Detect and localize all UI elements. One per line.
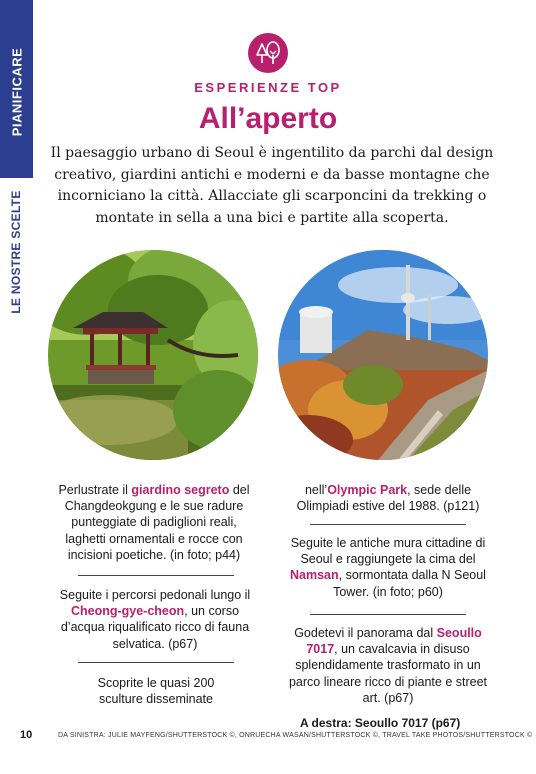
page-title: All’aperto bbox=[198, 102, 338, 135]
text-segment: , sormontata dalla N Seoul Tower. (in foto; p60) bbox=[333, 568, 486, 599]
text-segment: , sede delle Olimpiadi estive del 1988. (p121) bbox=[296, 483, 480, 514]
intro-paragraph: Il paesaggio urbano di Seoul è ingentilito da parchi dal design creativo, giardini antichi e moderni e da basse montagne che incorniciano la città. Allacciate gli scarponcini da trekking o montate in sella a una bici e partite alla scoperta. bbox=[50, 145, 494, 226]
divider bbox=[78, 662, 234, 663]
namsan-text bbox=[288, 535, 488, 600]
divider bbox=[310, 614, 466, 615]
divider bbox=[310, 524, 466, 525]
text-segment: , un corso d’acqua riqualificato ricco di fauna selvatica. (p67) bbox=[60, 604, 250, 651]
text-segment: Seguite i percorsi pedonali lungo il bbox=[59, 588, 251, 602]
text-segment: Godetevi il panorama dal bbox=[294, 626, 437, 640]
olympic-park-highlight: Olympic Park bbox=[327, 483, 408, 497]
namsan-highlight: Namsan bbox=[290, 568, 339, 583]
cheonggyecheon-text bbox=[55, 587, 255, 652]
secret-garden-photo bbox=[48, 250, 258, 460]
seoullo-text bbox=[283, 625, 493, 706]
seoullo-highlight: Seoullo 7017 bbox=[306, 626, 482, 657]
text-segment: , un cavalcavia in disuso splendidamente trasformato in un parco lineare ricco di piante e street art. (p67) bbox=[288, 642, 488, 705]
sculptures-text: Scoprite le quasi 200 sculture disseminate bbox=[97, 676, 215, 707]
text-segment: del Changdeokgung e le sue radure punteggiate di padiglioni reali, laghetti ornamentali e rocce con incisioni poetiche. (in foto; p44) bbox=[64, 483, 250, 562]
secret-garden-text bbox=[50, 482, 258, 563]
namsan-tower-photo bbox=[278, 250, 488, 460]
divider bbox=[78, 575, 234, 576]
trees-icon bbox=[248, 33, 288, 73]
secret-garden-highlight: giardino segreto bbox=[131, 483, 230, 497]
text-segment: nell’ bbox=[304, 483, 328, 497]
photo-caption: A destra: Seoullo 7017 (p67) bbox=[300, 716, 461, 730]
text-segment: Seguite le antiche mura cittadine di Seoul e raggiungete la cima del bbox=[290, 536, 486, 567]
olympic-park-text bbox=[295, 482, 481, 514]
sidebar-tabs bbox=[0, 0, 33, 330]
cheonggyecheon-highlight: Cheong-gye-cheon bbox=[70, 604, 185, 619]
section-kicker: ESPERIENZE TOP bbox=[194, 80, 342, 95]
page-number: 10 bbox=[20, 729, 33, 741]
subsection-tab-label: LE NOSTRE SCELTE bbox=[9, 190, 23, 314]
text-segment: Perlustrate il bbox=[58, 483, 132, 497]
photo-credits: DA SINISTRA: JULIE MAYFENG/SHUTTERSTOCK ©, ONRUECHA WASAN/SHUTTERSTOCK ©, TRAVEL TAKE PHOTOS/SHUTTERSTOCK © bbox=[58, 732, 533, 739]
section-tab-label: PIANIFICARE bbox=[9, 47, 24, 137]
